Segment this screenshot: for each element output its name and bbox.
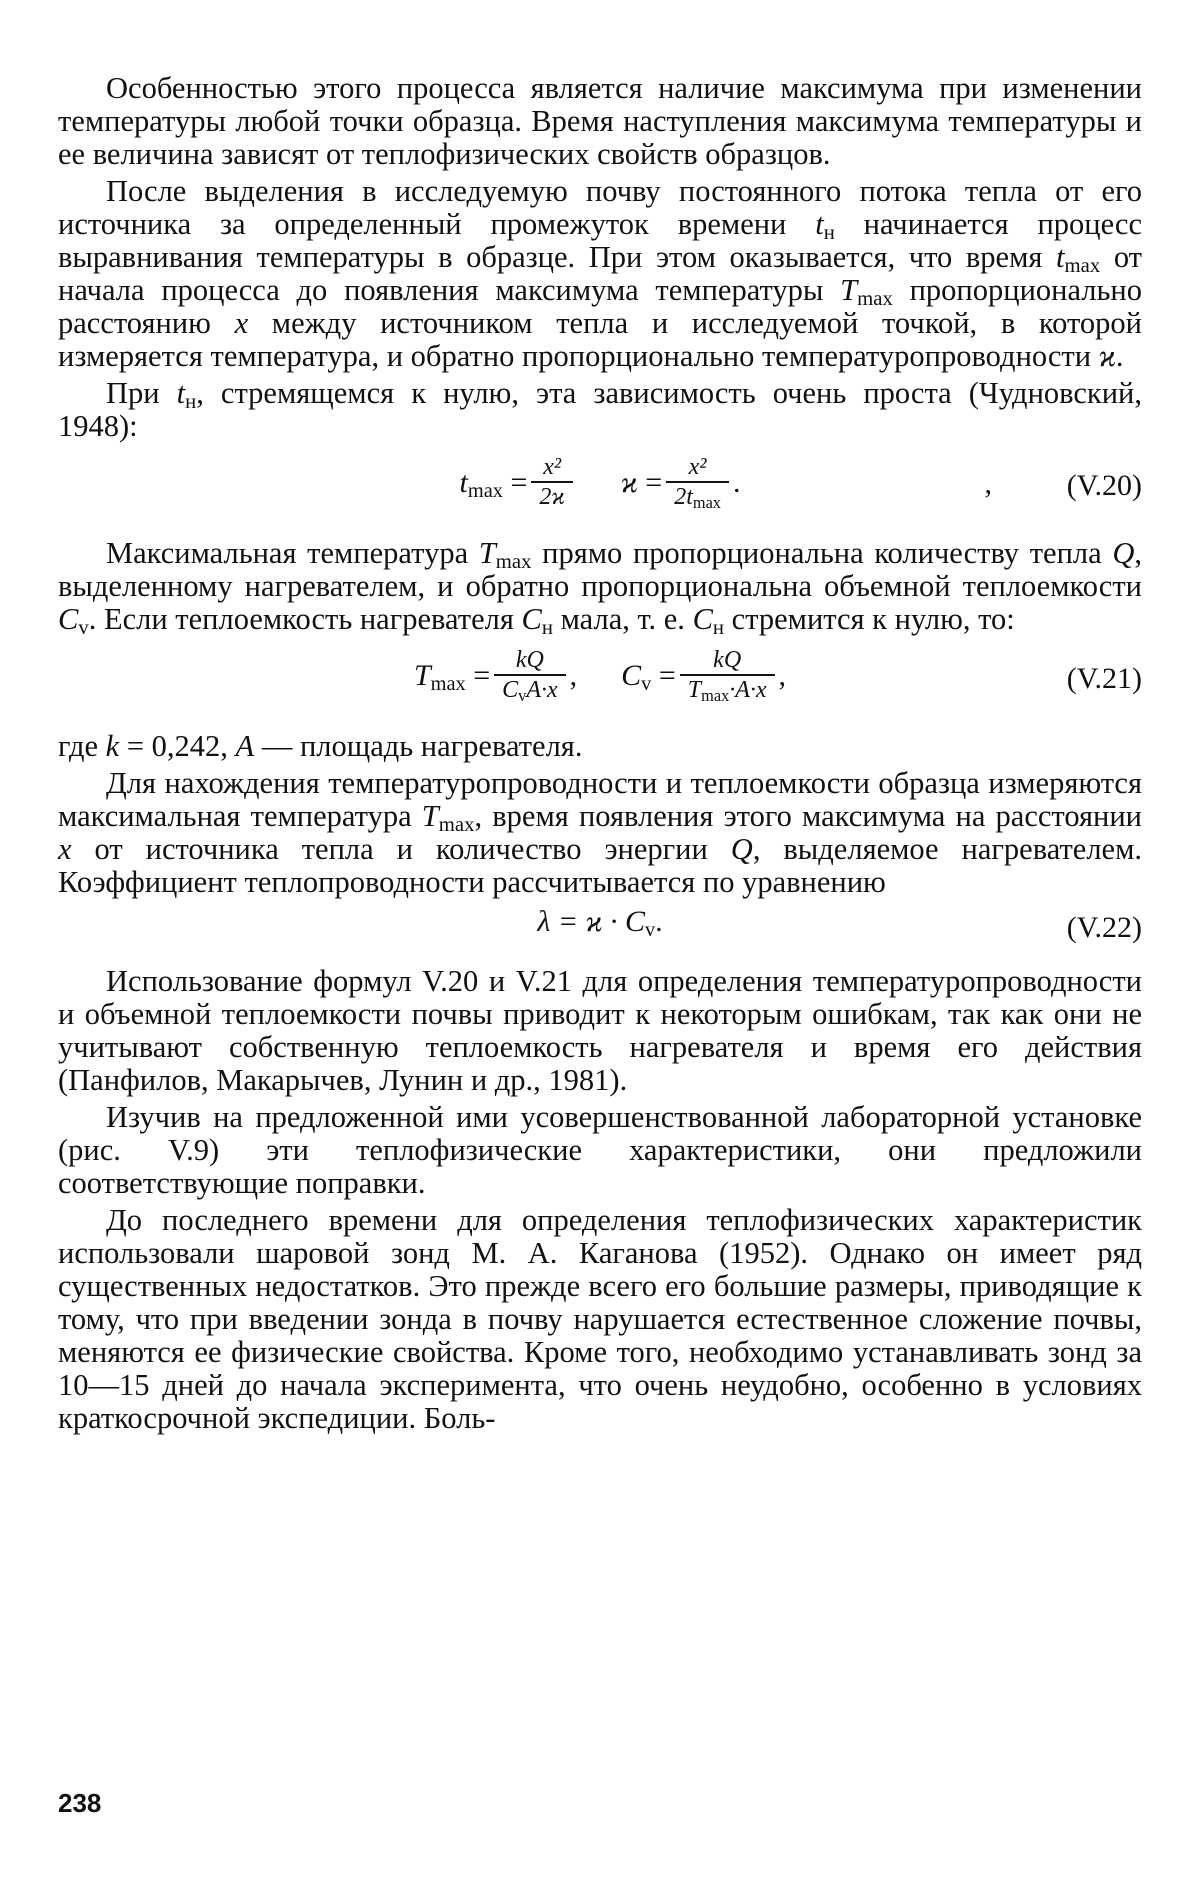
text-run: между источником тепла и исследуемой точкой, в которой измеряется температура, и обратно пропорционально температуропроводности — [58, 306, 1142, 373]
subscript: v — [644, 919, 656, 942]
symbol-C: C — [521, 602, 542, 636]
text-run: При — [106, 376, 177, 410]
subscript: max — [467, 479, 503, 502]
period: . — [732, 465, 741, 499]
fraction — [666, 453, 729, 511]
text-run: , выделенному нагревателем, и обратно пропорциональна объемной теплоемкости — [58, 536, 1142, 603]
symbol-A: A — [235, 729, 255, 763]
text-run: начинается процесс выравнивания температуры в образце. При этом оказывается, что время — [58, 207, 1142, 274]
subscript: н — [823, 222, 835, 245]
text-run: , стремящемся к нулю, эта зависимость очень проста (Чудновский, 1948): — [58, 376, 1142, 443]
subscript: н — [541, 617, 553, 640]
symbol-Q: Q — [1112, 536, 1135, 570]
text-run: , выделяемое нагревателем. Коэффициент теплопроводности рассчитывается по уравнению — [58, 832, 1142, 899]
equation-body — [58, 453, 1142, 511]
symbol-k: k — [105, 729, 120, 763]
text-run: от источника тепла и количество энергии — [71, 832, 731, 866]
subscript: max — [857, 288, 893, 311]
paragraph-6 — [58, 767, 1142, 899]
paragraph-9: До последнего времени для определения теплофизических характеристик использовали шаровой зонд М. А. Каганова (1952). Однако он имеет ряд существенных недостатков. Это прежде всего его большие размеры, приводящие к тому, что при введении зонда в почву нарушается естественное сложение почвы, меняются ее физические свойства. Кроме того, необходимо устанавливать зонд за 10—15 дней до начала эксперимента, что очень неудобно, особенно в условиях краткосрочной экспедиции. Боль- — [58, 1203, 1142, 1435]
denominator: $2t_{max}$ — [666, 481, 729, 511]
text-run: прямо пропорциональна количеству тепла — [531, 536, 1113, 570]
comma: , — [778, 658, 787, 692]
symbol-C: C — [621, 658, 642, 692]
text-run: = 0,242, — [119, 729, 236, 763]
subscript: max — [438, 814, 475, 837]
symbol-T: T — [840, 273, 858, 307]
text-run: мала, т. е. — [552, 602, 693, 636]
equation-number: (V.22) — [1066, 911, 1142, 944]
equation-v22 — [58, 905, 1142, 951]
symbol-x: x — [234, 306, 249, 340]
equals-sign: = — [502, 465, 528, 499]
symbol-kappa: ϰ — [1098, 339, 1116, 373]
symbol-t: t — [459, 465, 468, 499]
text-run: , время появления этого максимума на расстоянии — [474, 799, 1142, 833]
equation-body — [58, 646, 1142, 704]
page-body — [58, 72, 1142, 1439]
equation-number: (V.21) — [1066, 662, 1142, 695]
subscript: max — [1064, 255, 1101, 278]
symbol-C: C — [58, 602, 79, 636]
equals-sign: = — [651, 658, 676, 692]
equation-v20 — [58, 453, 1142, 517]
subscript: max — [495, 551, 532, 574]
denominator: $T_{max}\cdot A\cdot x$ — [680, 674, 775, 704]
symbol-kappa: ϰ — [620, 465, 638, 499]
subscript: max — [430, 672, 466, 695]
text-run: . — [1115, 339, 1124, 373]
paragraph-3 — [58, 377, 1142, 443]
paragraph-5 — [58, 730, 1142, 763]
text-run: пропорционально расстоянию — [58, 273, 1142, 340]
fraction — [680, 646, 775, 704]
paragraph-1: Особенностью этого процесса является наличие максимума при изменении температуры любой точки образца. Время наступления максимума температуры и ее величина зависят от теплофизических свойств образцов. — [58, 71, 1142, 171]
fraction — [531, 453, 573, 511]
symbol-T: T — [478, 536, 496, 570]
equation-text: λ = ϰ · C — [537, 905, 645, 938]
denominator: $C_vA\cdot x$ — [494, 674, 565, 704]
equals-sign: = — [465, 658, 491, 692]
stray-comma: , — [984, 467, 992, 500]
subscript: н — [712, 617, 725, 640]
page-number: 238 — [58, 1788, 102, 1818]
symbol-Q: Q — [730, 832, 753, 866]
paragraph-8: Изучив на предложенной ими усовершенствованной лабораторной установке (рис. V.9) эти теплофизические характеристики, они предложили соответствующие поправки. — [58, 1100, 1142, 1200]
text-run: — площадь нагревателя. — [254, 729, 583, 763]
text-run: . Если теплоемкость нагревателя — [88, 602, 522, 636]
numerator: kQ — [515, 647, 544, 673]
subscript: v — [641, 672, 652, 695]
equals-sign: = — [637, 465, 663, 499]
text-run: Для нахождения температуропроводности и теплоемкости образца измеряются максимальная температура — [58, 766, 1142, 833]
equation-v21 — [58, 646, 1142, 710]
equation-number: (V.20) — [1066, 469, 1142, 502]
numerator: kQ — [713, 647, 742, 673]
paragraph-4 — [58, 536, 1142, 640]
symbol-T: T — [421, 799, 439, 833]
equation-body — [58, 905, 1142, 942]
comma: , — [569, 658, 578, 692]
symbol-T: T — [413, 658, 431, 692]
symbol-t: t — [815, 207, 824, 241]
symbol-t: t — [1056, 240, 1065, 274]
numerator: x² — [688, 454, 707, 480]
symbol-C: C — [692, 602, 713, 636]
text-run: стремится к нулю, то: — [724, 602, 1015, 636]
period: . — [655, 905, 663, 938]
fraction — [494, 646, 565, 704]
text-run: от начала процесса до появления максимума температуры — [58, 240, 1142, 307]
paragraph-7: Использование формул V.20 и V.21 для определения температуропроводности и объемной теплоемкости почвы приводит к некоторым ошибкам, так как они не учитывают собственную теплоемкость нагревателя и время его действия (Панфилов, Макарычев, Лунин и др., 1981). — [58, 964, 1142, 1097]
text-run: Максимальная температура — [106, 536, 479, 570]
subscript: v — [78, 617, 89, 640]
subscript: н — [185, 391, 197, 414]
symbol-x: x — [58, 832, 72, 866]
text-run: где — [58, 729, 106, 763]
numerator: x² — [543, 454, 562, 480]
paragraph-2 — [58, 175, 1142, 373]
text-run: После выделения в исследуемую почву постоянного потока тепла от его источника за определенный промежуток времени — [58, 174, 1142, 241]
symbol-t: t — [176, 376, 186, 410]
denominator: 2ϰ — [531, 481, 573, 511]
